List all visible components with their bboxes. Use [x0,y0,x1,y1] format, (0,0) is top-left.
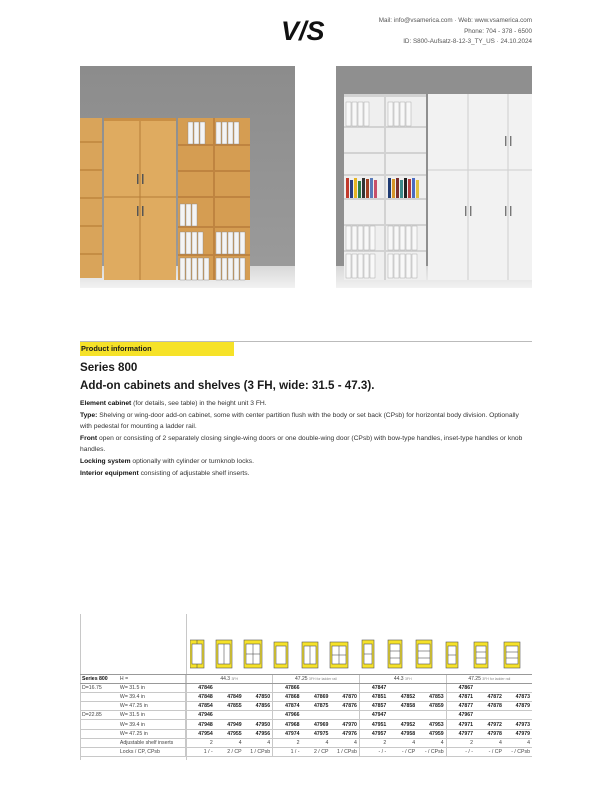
table-cell: 2 [359,738,388,747]
product-description [80,398,532,479]
cabinet-icon-1 [190,640,204,668]
table-cell: - / CPsb [504,747,532,756]
table-cell: 47951 [359,720,388,729]
table-row [80,684,532,693]
table-cell: - / CPsb [417,747,446,756]
cabinet-icon-6 [330,642,348,668]
table-cell: 47977 [446,729,475,738]
shelf-icon-5 [474,642,488,668]
table-cell [475,711,504,720]
row-depth-label: D=22.85 [80,711,118,720]
row-depth-label [80,729,118,738]
cabinet-icon-4 [274,642,288,668]
table-cell: 47972 [475,720,504,729]
table-cell: 1 / - [186,747,215,756]
shelf-inserts-row [80,738,532,747]
height-label: H = [118,675,186,684]
table-cell: 47858 [388,702,417,711]
row-width-label: W= 39.4 in [118,720,186,729]
table-cell: 4 [475,738,504,747]
table-cell [417,684,446,693]
desc-element-cabinet: Element cabinet (for details, see table) in the height unit 3 FH. [80,400,267,407]
table-cell: 4 [504,738,532,747]
table-cell: 2 / CP [215,747,244,756]
table-cell [330,711,359,720]
table-cell: 47949 [215,720,244,729]
table-cell: 47971 [446,720,475,729]
table-cell: 4 [417,738,446,747]
contact-line-id: ID: S800-Aufsatz-8-12-3_TY_US · 24.10.2024 [403,38,532,45]
table-cell: 47954 [186,729,215,738]
cabinet-icon-2 [216,640,232,668]
locks-row [80,747,532,756]
table-cell: 47855 [215,702,244,711]
table-cell: 4 [244,738,273,747]
table-cell: 47874 [273,702,302,711]
row-width-label: W= 47.25 in [118,702,186,711]
table-cell [330,684,359,693]
table-cell: 2 [273,738,302,747]
section-label-bar [80,342,234,356]
table-cell: 47968 [273,720,302,729]
table-cell: 47856 [244,702,273,711]
row-depth-label [80,720,118,729]
table-cell: 47869 [302,693,331,702]
table-cell [215,684,244,693]
table-cell: 47970 [330,720,359,729]
table-cell: 47978 [475,729,504,738]
cabinet-icon-5 [302,642,318,668]
height-group-3: 44.3 3FH [359,675,446,684]
svg-text:V/S: V/S [281,16,325,44]
table-row [80,711,532,720]
table-cell: 1 / CPsb [330,747,359,756]
table-cell: - / - [446,747,475,756]
table-cell: 47958 [388,729,417,738]
height-group-1: 44.3 3FH [186,675,273,684]
table-cell: 2 / CP [302,747,331,756]
table-cell: 4 [330,738,359,747]
row-depth-label [80,702,118,711]
table-cell: 47849 [215,693,244,702]
contact-line-phone: Phone: 704 - 378 - 6500 [464,27,532,35]
shelf-icon-1 [362,640,374,668]
shelf-icon-6 [504,642,520,668]
table-cell: 47852 [388,693,417,702]
table-cell: 47876 [330,702,359,711]
table-cell: 47953 [417,720,446,729]
table-cell: 47851 [359,693,388,702]
table-cell [504,711,532,720]
table-row [80,729,532,738]
contact-info [379,16,532,48]
table-cell [215,711,244,720]
table-cell: 47846 [186,684,215,693]
table-cell: 4 [215,738,244,747]
table-cell: 47879 [504,702,532,711]
table-cell: 47956 [244,729,273,738]
table-cell: 47952 [388,720,417,729]
table-cell: 47866 [273,684,302,693]
table-cell: - / CP [388,747,417,756]
cabinet-type-icons [190,636,532,672]
table-cell [504,684,532,693]
row-width-label: W= 31.5 in [118,684,186,693]
row-depth-label: D=16.75 [80,684,118,693]
table-cell: 2 [446,738,475,747]
table-cell: 47979 [504,729,532,738]
table-cell: 47946 [186,711,215,720]
cabinet-icon-3 [244,640,262,668]
table-cell: 47853 [417,693,446,702]
row-spacer [80,747,118,756]
desc-interior: Interior equipment consisting of adjustable shelf inserts. [80,469,250,477]
table-cell: 47959 [417,729,446,738]
table-cell: 47850 [244,693,273,702]
contact-line-mail-web: Mail: info@vsamerica.com · Web: www.vsamerica.com [378,17,532,24]
shelf-icon-4 [446,642,458,668]
table-cell: 47870 [330,693,359,702]
row-width-label: W= 47.25 in [118,729,186,738]
table-cell: 47957 [359,729,388,738]
row-width-label: W= 31.5 in [118,711,186,720]
row-label: Locks / CP, CPsb [118,747,186,756]
table-body [80,684,532,757]
table-cell [302,684,331,693]
row-label: Adjustable shelf inserts [118,738,186,747]
desc-type: Type: Shelving or wing-door add-on cabinet, some with center partition flush with the body or set back (CPsb) for horizontal body division. Optionally with pedestal for mounting a ladder rail. [80,411,519,431]
table-row [80,693,532,702]
table-cell [244,684,273,693]
table-cell: 47872 [475,693,504,702]
table-cell: 47975 [302,729,331,738]
product-subtitle: Add-on cabinets and shelves (3 FH, wide: 31.5 - 47.3). [80,379,375,392]
table-cell: 2 [186,738,215,747]
table-cell: 47974 [273,729,302,738]
table-cell: 47966 [273,711,302,720]
table-cell: 4 [302,738,331,747]
table-cell: 47859 [417,702,446,711]
table-cell: 47868 [273,693,302,702]
table-row [80,720,532,729]
table-cell: 47875 [302,702,331,711]
section-label: Product information [81,344,152,353]
table-cell: - / - [359,747,388,756]
table-cell: 4 [388,738,417,747]
table-header-row [80,675,532,684]
table-cell: 47948 [186,720,215,729]
table-cell: 47947 [359,711,388,720]
table-cell: 47878 [475,702,504,711]
height-group-4: 47.25 3FH for ladder rail [446,675,532,684]
height-group-2: 47.25 3FH for ladder rail [273,675,360,684]
table-cell [475,684,504,693]
table-cell: 47854 [186,702,215,711]
vs-logo [281,16,331,44]
table-cell: 47871 [446,693,475,702]
row-spacer [80,738,118,747]
table-cell: 47867 [446,684,475,693]
table-cell [244,711,273,720]
table-cell: 47877 [446,702,475,711]
table-cell: 47976 [330,729,359,738]
shelf-icon-2 [388,640,402,668]
table-cell: 47873 [504,693,532,702]
table-cell: 47967 [446,711,475,720]
table-cell: 47955 [215,729,244,738]
row-width-label: W= 39.4 in [118,693,186,702]
table-cell [388,711,417,720]
table-cell: 47969 [302,720,331,729]
desc-front: Front open or consisting of 2 separately closing single-wing doors or one double-wing door (CPsb) with bow-type handles, inset-type handles or knob handles. [80,434,523,454]
table-cell: 1 / CPsb [244,747,273,756]
table-cell: 47857 [359,702,388,711]
desc-locking: Locking system optionally with cylinder or turnknob locks. [80,457,254,465]
shelf-icon-3 [416,640,432,668]
table-cell: 1 / - [273,747,302,756]
row-depth-label [80,693,118,702]
table-cell: 47950 [244,720,273,729]
table-cell [388,684,417,693]
product-table [80,674,532,757]
series-title: Series 800 [80,361,138,374]
table-cell: - / CP [475,747,504,756]
table-cell: 47973 [504,720,532,729]
table-cell: 47848 [186,693,215,702]
table-cell [302,711,331,720]
table-cell: 47847 [359,684,388,693]
table-row [80,702,532,711]
table-cell [417,711,446,720]
product-photo [80,66,532,288]
series-label: Series 800 [80,675,118,684]
